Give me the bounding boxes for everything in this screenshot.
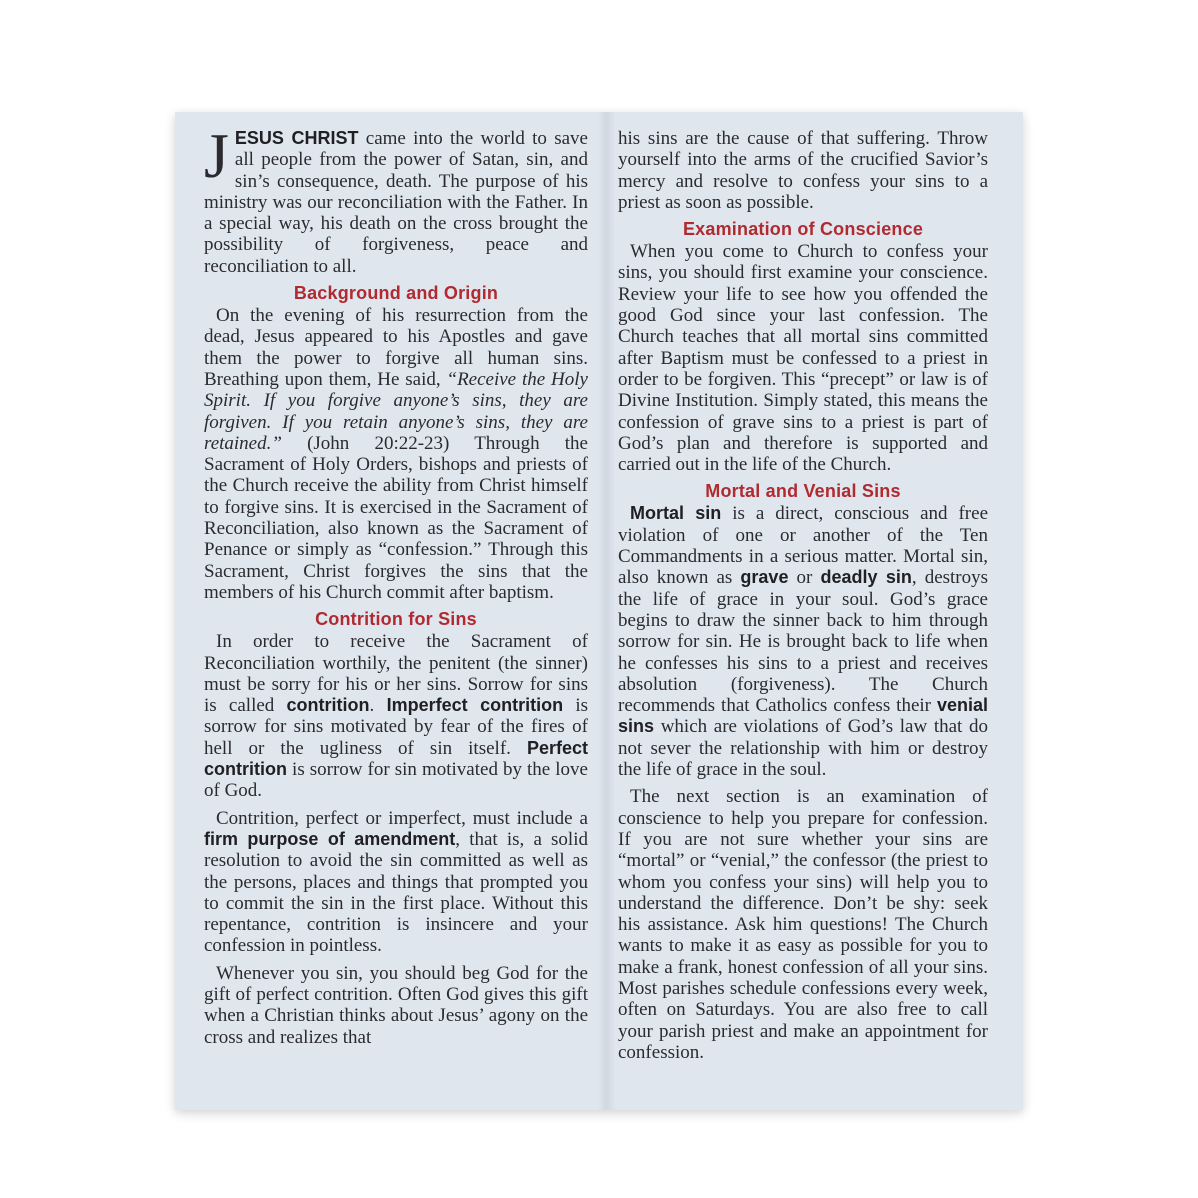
right-column — [618, 128, 988, 1069]
contrition-paragraph-3: Whenever you sin, you should beg God for the gift of perfect contrition. Often God gives this gift when a Christian thinks about Jesus’ agony on the cross and realizes that — [204, 962, 588, 1048]
contrition-paragraph-1: In order to receive the Sacrament of Reconciliation worthily, the penitent (the sinner) must be sorry for his or her sins. Sorrow for sins is called contrition. Imperfect contrition is sorrow for sins motivated by fear of the fires of hell or the ugliness of sin itself. Perfect contrition is sorrow for sin motivated by the love of God. — [204, 631, 589, 802]
drop-cap: J — [204, 120, 229, 191]
scripture-quote: “Receive the Holy Spirit. If you forgive anyone’s sins, they are forgiven. If you retain anyone’s sins, they are retained.” — [204, 368, 588, 454]
left-column — [204, 120, 589, 1054]
next-section-paragraph: The next section is an examination of conscience to help you prepare for confession. If you are not sure whether your sins are “mortal” or “venial,” the confessor (the priest to whom you confess your sins) will help you to understand the difference. Don’t be shy: seek his assistance. Ask him questions! The Church wants to make it as easy as possible for you to make a frank, honest confession of all your sins. Most parishes schedule confessions every week, often on Saturdays. You are also free to call your parish priest and make an appointment for confession. — [618, 786, 988, 1063]
intro-lead: ESUS CHRIST — [234, 128, 359, 148]
mortal-paragraph: Mortal sin is a direct, conscious and free violation of one or another of the Ten Commandments in a serious matter. Mortal sin, also known as grave or deadly sin, destroys the life of grace in your soul. God’s grace begins to draw the sinner back to him through sorrow for sin. He is brought back to life when he confesses his sins to a priest and receives absolution (forgiveness). The Church recommends that Catholics confess their venial sins which are violations of God’s law that do not sever the relationship with him or destroy the life of grace in the soul. — [618, 503, 989, 781]
heading-background-origin: Background and Origin — [293, 283, 499, 304]
intro-paragraph: JESUS CHRIST came into the world to save all people from the power of Satan, sin, and sin’s consequence, death. The purpose of his ministry was our reconciliation with the Father. In a special way, his death on the cross brought the possibility of forgiveness, peace and reconciliation to all. — [204, 120, 588, 277]
heading-examination: Examination of Conscience — [682, 219, 924, 240]
background-paragraph: On the evening of his resurrection from the dead, Jesus appeared to his Apostles and gave them the power to forgive all human sins. Breathing upon them, He said, “Receive the Holy Spirit. If you forgive anyone’s sins, they are forgiven. If you retain anyone’s sins, they are retained.” (John 20:22-23) Through the Sacrament of Holy Orders, bishops and priests of the Church receive the ability from Christ himself to forgive sins. It is exercised in the Sacrament of Reconciliation, also known as the Sacrament of Penance or simply as “confession.” Through this Sacrament, Christ forgives the sins that the members of his Church commit after baptism. — [204, 305, 588, 603]
heading-contrition: Contrition for Sins — [315, 609, 477, 630]
continued-paragraph: his sins are the cause of that suffering. Throw yourself into the arms of the crucified Savior’s mercy and resolve to confess your sins to a priest as soon as possible. — [618, 128, 988, 213]
contrition-paragraph-2: Contrition, perfect or imperfect, must include a firm purpose of amendment, that is, a solid resolution to avoid the sin committed as well as the persons, places and things that prompted you to commit the sin in the first place. Without this repentance, contrition is insincere and your confession in pointless. — [204, 807, 588, 957]
heading-mortal-venial: Mortal and Venial Sins — [705, 481, 901, 502]
examination-paragraph: When you come to Church to confess your sins, you should first examine your conscience. Review your life to see how you offended the good God since your last confession. The Church teaches that all mortal sins committed after Baptism must be confessed to a priest in order to be forgiven. This “precept” or law is of Divine Institution. Simply stated, this means the confession of grave sins to a priest is part of God’s plan and therefore is supported and carried out in the life of the Church. — [618, 241, 988, 476]
